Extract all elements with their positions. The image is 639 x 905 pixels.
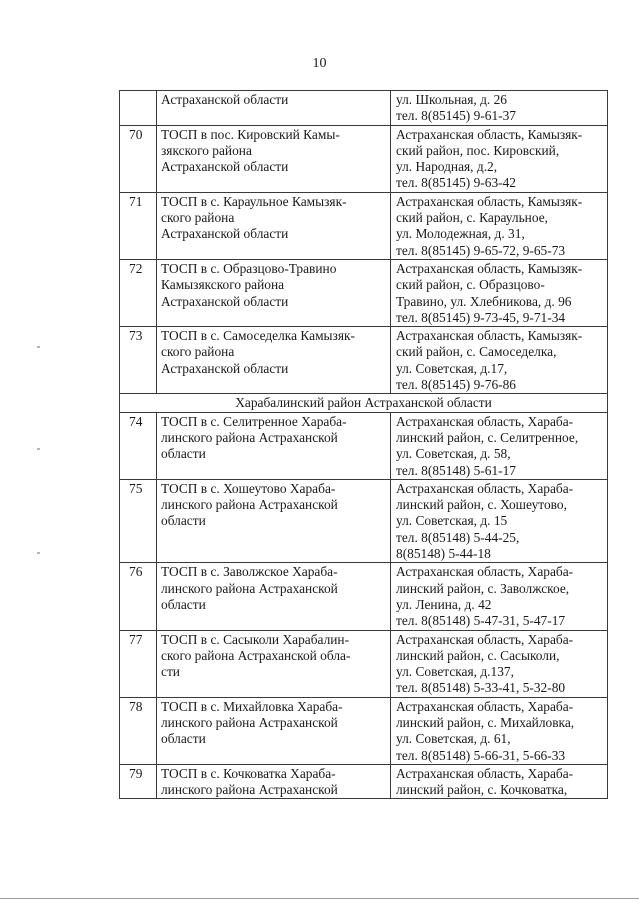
row-number: 71 [120,192,157,259]
office-name-line: области [161,446,206,462]
office-name-line: области [161,596,206,612]
scan-speck [37,552,40,554]
office-name-line: линского района Астраханской [161,714,338,730]
office-address-line: тел. 8(85148) 5-61-17 [396,462,517,478]
office-address [391,192,608,259]
office-address-line: ул. Народная, д.2, [396,159,498,175]
office-name [157,91,391,126]
office-address-line: Астраханская область, Хараба- [396,631,574,647]
office-address [391,91,608,126]
row-number: 74 [120,412,157,479]
office-address-line: Травино, ул. Хлебникова, д. 96 [396,293,572,309]
office-address-line: тел. 8(85148) 5-47-31, 5-47-17 [396,613,566,629]
office-name-line: линского района Астраханской [161,580,338,596]
office-address [391,412,608,479]
scan-speck [37,448,40,450]
office-address-line: Астраханская область, Хараба- [396,480,574,496]
office-address-line: линский район, с. Кочковатка, [396,782,568,798]
office-address [391,630,608,697]
office-address [391,259,608,326]
office-name [157,259,391,326]
office-address-line: тел. 8(85145) 9-76-86 [396,377,517,393]
row-number: 78 [120,697,157,764]
row-number: 73 [120,327,157,394]
office-address-line: ский район, с. Самоседелка, [396,344,557,360]
office-name-line: линского района Астраханской [161,782,338,798]
office-name-line: Астраханской области [161,293,289,309]
office-address-line: ул. Молодежная, д. 31, [396,226,525,242]
office-address-line: ский район, с. Караульное, [396,210,548,226]
office-address-line: ул. Советская, д.17, [396,360,508,376]
section-heading-row [120,394,608,412]
office-address-line: тел. 8(85145) 9-73-45, 9-71-34 [396,309,566,325]
row-number: 77 [120,630,157,697]
table-row [120,192,608,259]
office-name [157,697,391,764]
table-row [120,764,608,799]
section-heading: Харабалинский район Астраханской области [120,394,608,412]
office-name [157,192,391,259]
office-name [157,563,391,630]
table-row [120,259,608,326]
office-address-line: тел. 8(85148) 5-66-31, 5-66-33 [396,747,566,763]
office-name [157,764,391,799]
office-name-line: области [161,513,206,529]
office-name-line: ТОСП в с. Михайловка Хараба- [161,698,343,714]
office-name-line: ТОСП в с. Сасыколи Харабалин- [161,631,350,647]
office-address-line: тел. 8(85145) 9-63-42 [396,175,517,191]
office-name-line: ТОСП в с. Образцово-Травино [161,260,337,276]
row-number [120,91,157,126]
office-name-line: ТОСП в пос. Кировский Камы- [161,126,340,142]
office-name [157,412,391,479]
page-number: 10 [312,56,327,71]
office-name-line: ТОСП в с. Самоседелка Камызяк- [161,328,355,344]
table-row [120,91,608,126]
office-name-line: Астраханской области [161,159,289,175]
office-address-line: Астраханская область, Хараба- [396,413,574,429]
row-number: 70 [120,125,157,192]
table-row [120,327,608,394]
office-address-line: тел. 8(85148) 5-33-41, 5-32-80 [396,680,566,696]
office-address-line: тел. 8(85148) 5-44-25, [396,529,520,545]
office-name-line: ТОСП в с. Заволжское Хараба- [161,564,338,580]
office-address-line: ул. Ленина, д. 42 [396,596,492,612]
office-address-line: ский район, пос. Кировский, [396,142,560,158]
office-address [391,479,608,562]
row-number: 79 [120,764,157,799]
office-name-line: ТОСП в с. Хошеутово Хараба- [161,480,336,496]
office-address-line: линский район, с. Сасыколи, [396,647,560,663]
office-address-line: Астраханская область, Камызяк- [396,193,583,209]
office-name-line: ского района [161,344,235,360]
office-address-line: ул. Советская, д. 15 [396,513,508,529]
office-address [391,125,608,192]
office-address-line: ул. Советская, д. 61, [396,731,511,747]
office-name [157,479,391,562]
office-address-line: линский район, с. Заволжское, [396,580,570,596]
table-row [120,697,608,764]
office-name-line: ТОСП в с. Селитренное Хараба- [161,413,347,429]
office-address [391,764,608,799]
office-name-line: ского района Астраханской обла- [161,647,351,663]
office-name-line: линского района Астраханской [161,429,338,445]
office-name-line: области [161,731,206,747]
scan-speck [37,346,40,348]
bottom-rule [0,898,639,899]
office-address-line: линский район, с. Селитренное, [396,429,579,445]
office-name [157,125,391,192]
table-body-kamyzyak [120,91,608,394]
table-body-kharabali [120,412,608,799]
office-name [157,327,391,394]
office-address [391,563,608,630]
office-name-line: ТОСП в с. Караульное Камызяк- [161,193,347,209]
office-name-line: ТОСП в с. Кочковатка Хараба- [161,765,336,781]
office-name-line: Астраханской области [161,360,289,376]
office-name-line: сти [161,664,180,680]
office-name-line: Астраханской области [161,226,289,242]
row-number: 72 [120,259,157,326]
table-row [120,412,608,479]
office-address-line: ский район, с. Образцово- [396,277,545,293]
office-address-line: Астраханская область, Камызяк- [396,328,583,344]
office-name-line: ского района [161,210,235,226]
table-section-header [120,394,608,412]
office-address-line: ул. Советская, д. 58, [396,446,511,462]
office-address-line: Астраханская область, Хараба- [396,698,574,714]
office-name-line: зякского района [161,142,252,158]
office-address-line: Астраханская область, Камызяк- [396,260,583,276]
office-address-line: Астраханская область, Хараба- [396,564,574,580]
office-address-line: Астраханская область, Камызяк- [396,126,583,142]
table-row [120,479,608,562]
row-number: 76 [120,563,157,630]
table-row [120,125,608,192]
offices-table [119,90,608,799]
office-address-line: 8(85148) 5-44-18 [396,546,491,562]
office-address-line: ул. Школьная, д. 26 [396,92,507,107]
office-name-line: линского района Астраханской [161,497,338,513]
row-number: 75 [120,479,157,562]
office-address-line: тел. 8(85145) 9-61-37 [396,108,517,124]
office-name [157,630,391,697]
office-name-line: Астраханской области [161,92,289,107]
table-row [120,630,608,697]
office-address-line: линский район, с. Михайловка, [396,714,575,730]
office-address-line: линский район, с. Хошеутово, [396,497,567,513]
office-address [391,697,608,764]
office-name-line: Камызякского района [161,277,285,293]
office-address-line: Астраханская область, Хараба- [396,765,574,781]
office-address-line: ул. Советская, д.137, [396,664,514,680]
table-row [120,563,608,630]
office-address [391,327,608,394]
office-address-line: тел. 8(85145) 9-65-72, 9-65-73 [396,242,566,258]
